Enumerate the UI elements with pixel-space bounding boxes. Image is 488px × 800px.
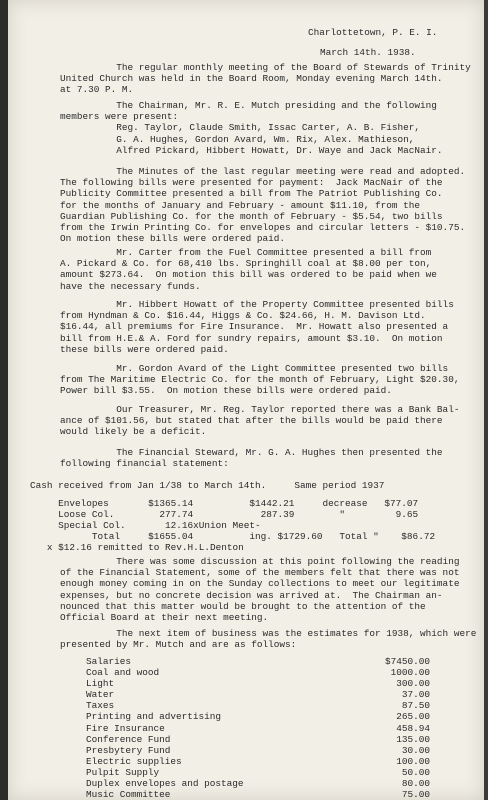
scan-edge	[0, 0, 8, 800]
estimate-amount: 458.94	[396, 722, 430, 734]
estimate-amount: 80.00	[401, 778, 430, 790]
discussion-paragraph: There was some discussion at this point following the reading of the Financial Statement, some of the members felt that there was not enough money coming in on the Sunday collections to meet our legitimate expenses, but no concrete decision was arrived at. The Chairman an- nounced that this matter would be brought to the attention of the Official Board at their next meeting.	[60, 556, 460, 624]
estimate-amount: $7450.00	[384, 656, 430, 667]
estimate-row	[60, 723, 430, 734]
estimate-row	[60, 711, 430, 722]
estimate-label: Presbytery Fund	[86, 744, 171, 756]
estimate-row	[60, 667, 430, 678]
estimate-row	[60, 734, 430, 745]
estimate-amount: 37.00	[401, 689, 430, 701]
estimate-row	[60, 756, 430, 767]
estimate-amount: 300.00	[396, 678, 430, 690]
estimate-label: Printing and advertising	[86, 711, 222, 723]
header-date: March 14th. 1938.	[320, 47, 416, 58]
treasurer-paragraph: Our Treasurer, Mr. Reg. Taylor reported there was a Bank Bal- ance of $101.56, but stated that after the bills would be paid there would likely be a deficit.	[60, 404, 460, 438]
steward-paragraph: The Financial Steward, Mr. G. A. Hughes then presented the following financial statement:	[60, 447, 443, 470]
estimate-row	[60, 778, 430, 789]
estimate-label: Fire Insurance	[86, 722, 165, 734]
estimate-amount: 30.00	[401, 744, 430, 756]
estimate-amount: 1000.00	[390, 667, 430, 679]
minutes-paragraph: The Minutes of the last regular meeting were read and adopted. The following bills were presented for payment: Jack MacNair of the Publicity Committee presented a bill from The Patriot Publishing Co. for the months of January and February - amount $11.10, from the Guardian Publishing Co. for the month of February - $5.54, two bills from the Irwin Printing Co. for envelopes and circular letters - $10.75. On motion these bills were ordered paid.	[60, 166, 466, 245]
estimate-label: Coal and wood	[86, 667, 160, 679]
property-paragraph: Mr. Hibbert Howatt of the Property Committee presented bills from Hyndman & Co. $16.44, Higgs & Co. $24.66, H. M. Davison Ltd. $16.44, all premiums for Fire Insurance. Mr. Howatt also presented a bill from H.E.& A. Ford for sundry repairs, amount $3.10. On motion these bills were ordered paid.	[60, 299, 454, 355]
cash-table: Envelopes $1365.14 $1442.21 decrease $77.07 Loose Col. 277.74 287.39 " 9.65 Special Col. 12.16xUnion Meet- Total $1655.04 ing. $1729.60 Total " $86.72 x $12.16 remitted to Rev.H.L.Denton	[46, 498, 436, 553]
estimate-row	[60, 700, 430, 711]
estimate-row	[60, 689, 430, 700]
opening-paragraph: The regular monthly meeting of the Board of Stewards of Trinity United Church was held in the Board Room, Monday evening March 14th. at 7.30 P. M.	[60, 62, 471, 96]
estimates-intro: The next item of business was the estimates for 1938, which were presented by Mr. Mutch and are as follows:	[60, 628, 477, 651]
cash-heading: Cash received from Jan 1/38 to March 14th. Same period 1937	[30, 480, 385, 491]
estimate-label: Water	[86, 689, 115, 701]
attendance-paragraph: The Chairman, Mr. R. E. Mutch presiding and the following members were present: Reg. Taylor, Claude Smith, Issac Carter, A. B. Fisher, G. A. Hughes, Gordon Avard, Wm. Rix, Alex. Mathieson, Alfred Pickard, Hibbert Howatt, Dr. Waye and Jack MacNair.	[60, 100, 443, 156]
estimate-row	[60, 678, 430, 689]
estimate-amount: 87.50	[401, 700, 430, 712]
estimate-label: Conference Fund	[86, 733, 171, 745]
estimate-amount: 50.00	[401, 766, 430, 778]
estimate-label: Music Committee	[86, 789, 171, 800]
estimate-amount: 100.00	[396, 755, 430, 767]
estimate-amount: 75.00	[401, 789, 430, 800]
estimate-label: Salaries	[86, 656, 132, 667]
light-paragraph: Mr. Gordon Avard of the Light Committee presented two bills from The Maritime Electric Co. for the month of February, Light $20.30, Power bill $3.55. On motion these bills were ordered paid.	[60, 363, 460, 397]
estimate-amount: 265.00	[396, 711, 430, 723]
estimates-list	[60, 656, 430, 800]
estimate-label: Taxes	[86, 700, 115, 712]
estimate-row	[60, 767, 430, 778]
estimate-label: Duplex envelopes and postage	[86, 778, 244, 790]
estimate-amount: 135.00	[396, 733, 430, 745]
estimate-label: Light	[86, 678, 115, 690]
header-place: Charlottetown, P. E. I.	[308, 27, 438, 38]
estimate-label: Pulpit Supply	[86, 766, 160, 778]
typed-page	[8, 0, 484, 800]
letter-header	[308, 23, 437, 63]
estimate-row	[60, 789, 430, 800]
estimate-row	[60, 656, 430, 667]
fuel-paragraph: Mr. Carter from the Fuel Committee presented a bill from A. Pickard & Co. for 68,410 lbs. Springhill coal at $8.00 per ton, amount $273.64. On motion this bill was ordered to be paid when we have the necessary funds.	[60, 247, 437, 292]
estimate-row	[60, 745, 430, 756]
estimate-label: Electric supplies	[86, 755, 182, 767]
